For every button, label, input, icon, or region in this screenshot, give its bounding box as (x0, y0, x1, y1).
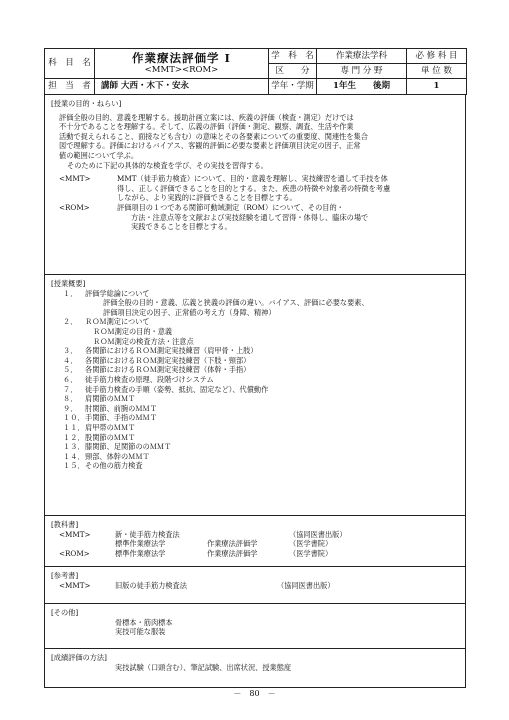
reference-section (44, 567, 466, 604)
mmt-line: 得し、正しく評価できることを目的とする。また、疾患の特徴や対象者の特徴を考慮 (117, 183, 391, 193)
other-heading: [その他] (51, 608, 79, 617)
gakka-value: 作業療法学科 (317, 49, 407, 64)
purpose-section (44, 95, 466, 275)
subject-subtitle: <MMT><ROM> (144, 65, 219, 76)
grading-section (44, 649, 466, 688)
outline-item-number: ２． (63, 317, 78, 327)
mmt-line: MMT（徒手筋力検査）について、目的・意義を理解し、実技練習を通して手技を体 (117, 174, 388, 184)
textbook-title: 標準作業療法学 (115, 548, 166, 558)
outline-item-number: ５． (63, 365, 78, 375)
outline-section (44, 275, 466, 516)
outline-item-number: ９． (63, 403, 78, 413)
purpose-line: 不十分であることを理解する。そして、広義の評価（評価・測定、観察、調査、生活や作業 (59, 122, 354, 132)
outline-item-text: 徒手筋力検査の手順（姿勢、抵抗、固定など）、代償動作 (85, 384, 269, 394)
rom-text (117, 203, 368, 232)
page-number: － 80 － (233, 689, 276, 698)
textbook-publisher: （医学書院） (289, 548, 333, 558)
outline-item-text: 頸部、体幹のＭＭＴ (85, 451, 150, 461)
outline-item-number: １０． (63, 413, 85, 423)
outline-item (63, 423, 465, 433)
outline-item-text: 手関節、手指のＭＭＴ (85, 413, 157, 423)
outline-item-text: 肩関節のＭＭＴ (85, 394, 136, 404)
outline-item (63, 346, 465, 356)
mmt-block (45, 174, 465, 232)
other-line: 骨標本・筋肉標本 (115, 617, 173, 627)
other-line: 実技可能な服装 (115, 627, 166, 637)
year-value: 1年生 後期 (317, 79, 407, 95)
teacher-value: 講師 大西・木下・安永 (95, 79, 269, 95)
outline-item-number: ３． (63, 346, 78, 356)
outline-item-number: １３． (63, 442, 85, 452)
textbook-publisher: （協同医書出版） (289, 529, 347, 539)
outline-item-text: 評価学総論について (85, 288, 150, 298)
outline-item-text: 各関節におけるＲＯＭ測定実技練習（肩甲骨・上肢） (85, 346, 258, 356)
outline-item-text: 肩甲帯のＭＭＴ (85, 422, 136, 432)
outline-item (63, 327, 465, 337)
textbook-publisher: （医学書院） (289, 539, 333, 549)
credits-value: 1 (407, 79, 467, 95)
subject-title: 作業療法評価学 I (132, 50, 231, 65)
outline-item-text: 徒手筋力検査の原理、段階づけシステム (85, 374, 214, 384)
reference-label: <MMT> (59, 580, 91, 590)
teacher-label: 担 当 者 (45, 79, 95, 95)
other-section (44, 604, 466, 649)
outline-item (63, 404, 465, 414)
outline-item-number: １５． (63, 461, 85, 471)
outline-item-text: その他の筋力検査 (85, 461, 143, 471)
purpose-heading: [授業の目的・ねらい] (51, 99, 122, 108)
outline-item (63, 375, 465, 385)
kubun-label: 区 分 (269, 64, 317, 79)
textbook-subtitle: 作業療法評価学 (207, 539, 258, 549)
purpose-line: そのために下記の具体的な検査を学び、その実技を習得する。 (67, 160, 268, 170)
textbook-title: 標準作業療法学 (115, 539, 166, 549)
year-label: 学年・学期 (269, 79, 317, 95)
outline-item (63, 394, 465, 404)
outline-item-text: 評価項目決定の因子、正常値の考え方（身障、精神） (103, 307, 276, 317)
outline-item (63, 433, 465, 443)
outline-item (63, 365, 465, 375)
textbook-label: <ROM> (59, 548, 90, 558)
outline-item (63, 356, 465, 366)
textbook-title: 新・徒手筋力検査法 (115, 529, 180, 539)
purpose-line: 評価全般の目的、意義を理解する。援助計画立案には、疾義の評価（検査・測定）だけでは (59, 112, 354, 122)
grading-heading: [成績評価の方法] (51, 653, 107, 662)
outline-item-text: 各関節におけるＲＯＭ測定実技練習（下肢・頸部） (85, 355, 251, 365)
textbook-rows (45, 530, 465, 559)
outline-item-text: 各関節におけるＲＯＭ測定実技練習（体幹・手指） (85, 365, 251, 375)
outline-item (63, 461, 465, 471)
rom-line: 方法・注意点等を文献および実技経験を通して習得・体得し、臨床の場で (131, 212, 369, 222)
reference-book: 旧版の徒手筋力検査法 (115, 580, 187, 590)
syllabus-header-table (44, 48, 467, 95)
textbook-section (44, 516, 466, 567)
outline-item-text: ＲＯＭ測定について (85, 317, 150, 327)
textbook-label (59, 539, 115, 549)
outline-item (63, 337, 465, 347)
subject-title-cell (95, 49, 269, 79)
outline-item-text: 肘関節、前腕のＭＭＴ (85, 403, 157, 413)
outline-item (63, 308, 465, 318)
syllabus-page (44, 48, 466, 688)
outline-heading: [授業概要] (51, 279, 86, 288)
textbook-row (59, 549, 465, 559)
mmt-label: <MMT> (59, 174, 91, 184)
credits-label: 単 位 数 (407, 64, 467, 79)
textbook-row (59, 539, 465, 549)
outline-item-number: ７． (63, 384, 78, 394)
textbook-row (59, 530, 465, 540)
outline-item-text: 評価全般の目的・意義、広義と狭義の評価の違い。バイアス、評価に必要な要素、 (103, 298, 369, 308)
outline-item-text: ＲＯＭ測定の目的・意義 (93, 326, 173, 336)
kubun-value: 専 門 分 野 (317, 64, 407, 79)
outline-item-number: ４． (63, 355, 78, 365)
purpose-body (45, 113, 465, 171)
outline-item (63, 298, 465, 308)
outline-item (63, 442, 465, 452)
subject-label: 科 目 名 (45, 49, 95, 79)
outline-item-number: １． (63, 288, 78, 298)
rom-line: 実践できることを目標とする。 (131, 222, 232, 232)
textbook-subtitle: 作業療法評価学 (207, 548, 258, 558)
outline-item-number: １２． (63, 432, 85, 442)
outline-item-text: ＲＯＭ測定の検査方法・注意点 (93, 336, 194, 346)
outline-item (63, 413, 465, 423)
purpose-line: 活動で捉えられること、面接なども含む）の意味とその各要素についての重要度、関連性を集合 (59, 131, 368, 141)
outline-item-number: ６． (63, 374, 78, 384)
gakka-label: 学 科 名 (269, 49, 317, 64)
reference-heading: [参考書] (51, 571, 79, 580)
outline-item-text: 股関節のＭＭＴ (85, 432, 136, 442)
outline-item-text: 膝関節、足関節ののＭＭＴ (85, 442, 172, 452)
reference-publisher: （協同医書出版） (277, 580, 335, 590)
outline-list (45, 289, 465, 471)
textbook-heading: [教科書] (51, 520, 79, 529)
outline-item (63, 385, 465, 395)
mmt-line: しながら、より実践的に評価できることを目標とする。 (117, 193, 297, 203)
outline-item (63, 317, 465, 327)
outline-item-number: １１． (63, 422, 85, 432)
purpose-line: 値の範囲について学ぶ。 (59, 150, 139, 160)
outline-item (63, 452, 465, 462)
required-label: 必 修 科 目 (407, 49, 467, 64)
textbook-label: <MMT> (59, 529, 91, 539)
rom-label: <ROM> (59, 202, 90, 212)
outline-item (63, 289, 465, 299)
rom-line: 評価項目の１つである関節可動域測定（ROM）について、その目的・ (117, 202, 344, 212)
outline-item-number: １４． (63, 451, 85, 461)
mmt-text (117, 174, 390, 203)
grading-text: 実技試験（口頭含む）、筆記試験、出席状況、授業態度 (115, 662, 292, 672)
outline-item-number: ８． (63, 394, 78, 404)
purpose-line: 図で理解する。評価におけるバイアス、客観的評価に必要な要素と評価項目決定の因子、正常 (59, 141, 361, 151)
